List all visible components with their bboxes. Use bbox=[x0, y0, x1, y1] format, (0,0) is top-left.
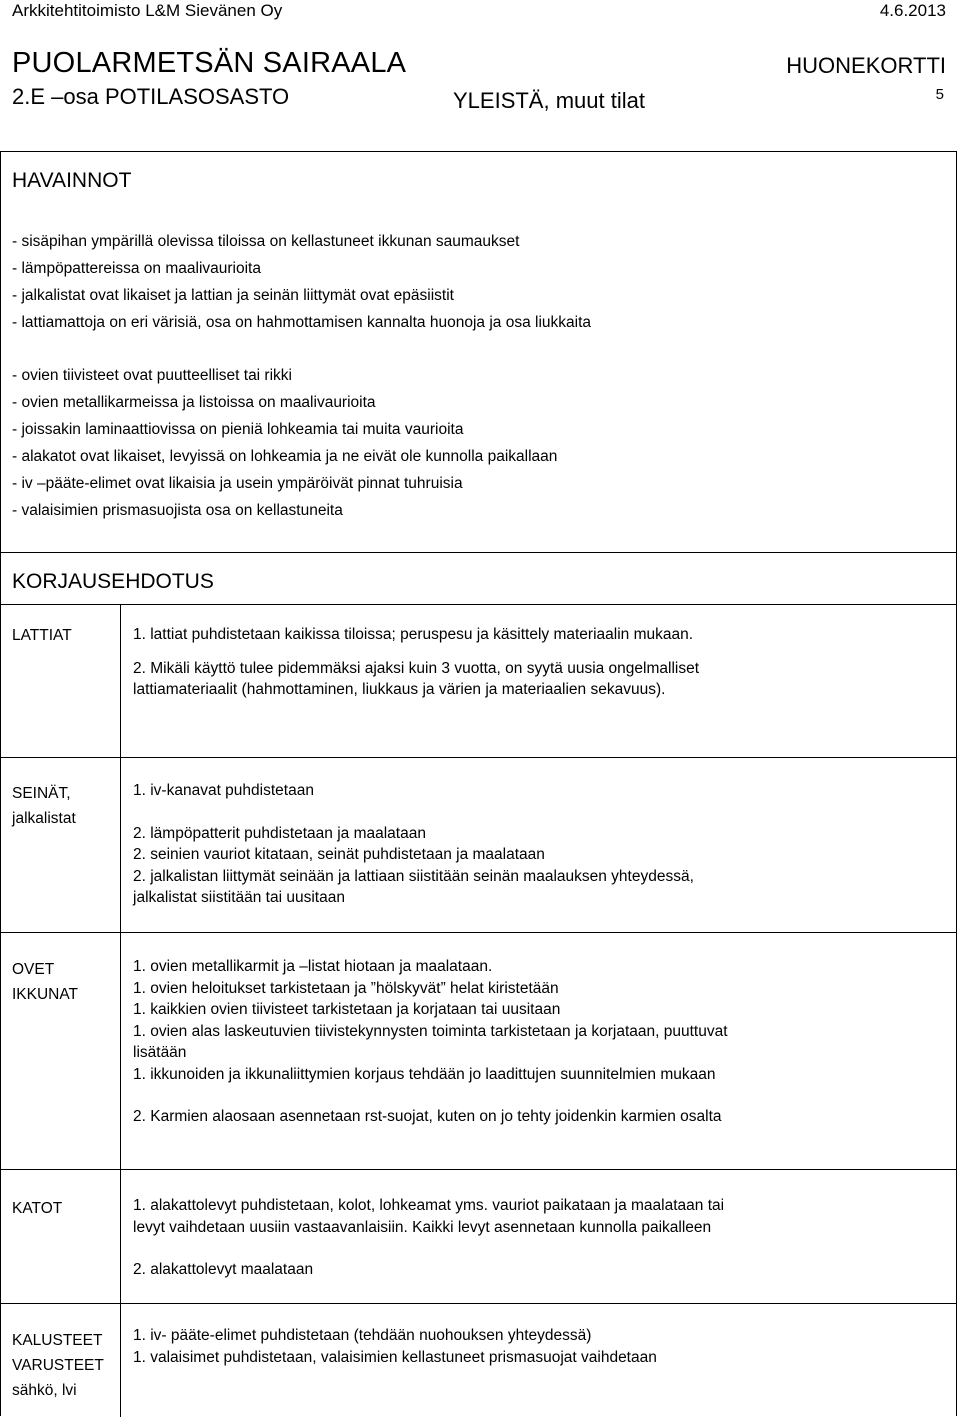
company-name: Arkkitehtitoimisto L&M Sievänen Oy bbox=[12, 1, 283, 20]
kalusteet-label bbox=[12, 1328, 104, 1403]
text-line: 2. seinien vauriot kitataan, seinät puhdistetaan ja maalataan bbox=[133, 846, 545, 863]
list-item: - iv –pääte-elimet ovat likaisia ja usein ympäröivät pinnat tuhruisia bbox=[12, 475, 463, 492]
ovet-text bbox=[133, 956, 728, 1128]
label-line: jalkalistat bbox=[12, 810, 76, 827]
project-title: PUOLARMETSÄN SAIRAALA bbox=[12, 47, 407, 79]
text-line: 1. ovien metallikarmit ja –listat hiotaan ja maalataan. bbox=[133, 958, 493, 975]
text-line: 2. jalkalistan liittymät seinään ja lattiaan siistitään seinän maalauksen yhteydessä, bbox=[133, 867, 694, 885]
list-item: - alakatot ovat likaiset, levyissä on lohkeamia ja ne eivät ole kunnolla paikallaan bbox=[12, 448, 558, 465]
divider bbox=[0, 552, 957, 553]
text-line: 1. iv- pääte-elimet puhdistetaan (tehdään nuohouksen yhteydessä) bbox=[133, 1327, 592, 1344]
havainnot-list-1 bbox=[12, 228, 591, 336]
table-row-divider bbox=[0, 1303, 957, 1304]
text-line: 2. alakattolevyt maalataan bbox=[133, 1261, 314, 1278]
text-line: 2. Karmien alaosaan asennetaan rst-suojat, kuten on jo tehty joidenkin karmien osalta bbox=[133, 1108, 722, 1125]
table-row-divider bbox=[0, 757, 957, 758]
ovet-label bbox=[12, 957, 78, 1007]
text-line: 1. valaisimet puhdistetaan, valaisimien kellastuneet prismasuojat vaihdetaan bbox=[133, 1348, 657, 1366]
text-line: 1. lattiat puhdistetaan kaikissa tiloissa; peruspesu ja käsittely materiaalin mukaan. bbox=[133, 626, 694, 643]
text-line: 2. lämpöpatterit puhdistetaan ja maalataan bbox=[133, 824, 426, 842]
page-number: 5 bbox=[935, 86, 944, 103]
list-item: - joissakin laminaattiovissa on pieniä lohkeamia tai muita vaurioita bbox=[12, 421, 464, 438]
section-title: YLEISTÄ, muut tilat bbox=[453, 88, 645, 113]
text-line: 1. iv-kanavat puhdistetaan bbox=[133, 782, 314, 799]
table-row-divider bbox=[0, 1169, 957, 1170]
table-divider bbox=[0, 604, 957, 605]
label-line: IKKUNAT bbox=[12, 986, 79, 1003]
katot-text bbox=[133, 1195, 724, 1281]
text-line: 2. Mikäli käyttö tulee pidemmäksi ajaksi kuin 3 vuotta, on syytä uusia ongelmalliset bbox=[133, 659, 700, 677]
text-line: 1. ikkunoiden ja ikkunaliittymien korjaus tehdään jo laadittujen suunnitelmien mukaan bbox=[133, 1065, 716, 1083]
text-line: lattiamateriaalit (hahmottaminen, liukkaus ja värien ja materiaalien sekavuus). bbox=[133, 681, 666, 698]
list-item: - ovien tiivisteet ovat puutteelliset tai rikki bbox=[12, 367, 292, 384]
card-title: HUONEKORTTI bbox=[786, 53, 946, 78]
label-line: SEINÄT, bbox=[12, 785, 71, 802]
text-line: 1. alakattolevyt puhdistetaan, kolot, lohkeamat yms. vauriot paikataan ja maalataan tai bbox=[133, 1197, 725, 1214]
kalusteet-text bbox=[133, 1325, 657, 1368]
label-line: OVET bbox=[12, 961, 55, 978]
text-line: levyt vaihdetaan uusiin vastaavanlaisiin. Kaikki levyt asennetaan kunnolla paikalleen bbox=[133, 1218, 712, 1236]
text-line: jalkalistat siistitään tai uusitaan bbox=[133, 889, 345, 906]
havainnot-heading: HAVAINNOT bbox=[12, 169, 132, 192]
subtitle: 2.E –osa POTILASOSASTO bbox=[12, 84, 290, 109]
document-date: 4.6.2013 bbox=[879, 1, 946, 20]
lattiat-text bbox=[133, 624, 699, 701]
havainnot-list-2 bbox=[12, 362, 557, 524]
label-line: VARUSTEET bbox=[12, 1357, 104, 1374]
list-item: - ovien metallikarmeissa ja listoissa on maalivaurioita bbox=[12, 394, 376, 411]
list-item: - sisäpihan ympärillä olevissa tiloissa on kellastuneet ikkunan saumaukset bbox=[12, 233, 520, 250]
seinat-text bbox=[133, 780, 694, 909]
label-line: KALUSTEET bbox=[12, 1332, 103, 1349]
katot-label: KATOT bbox=[12, 1200, 63, 1217]
text-line: 1. ovien alas laskeutuvien tiivistekynnysten toiminta tarkistetaan ja korjataan, puuttuvat bbox=[133, 1022, 728, 1040]
table-row-divider bbox=[0, 932, 957, 933]
seinat-label bbox=[12, 781, 76, 831]
list-item: - valaisimien prismasuojista osa on kellastuneita bbox=[12, 502, 343, 519]
text-line: 1. ovien heloitukset tarkistetaan ja ”hölskyvät” helat kiristetään bbox=[133, 979, 559, 997]
list-item: - jalkalistat ovat likaiset ja lattian ja seinän liittymät ovat epäsiistit bbox=[12, 287, 454, 304]
list-item: - lämpöpattereissa on maalivaurioita bbox=[12, 260, 261, 277]
lattiat-label: LATTIAT bbox=[12, 627, 72, 644]
table-column-divider bbox=[120, 604, 121, 1417]
korjausehdotus-heading: KORJAUSEHDOTUS bbox=[12, 570, 214, 593]
label-line: sähkö, lvi bbox=[12, 1382, 77, 1399]
text-line: 1. kaikkien ovien tiivisteet tarkistetaan ja korjataan tai uusitaan bbox=[133, 1001, 561, 1018]
list-item: - lattiamattoja on eri värisiä, osa on hahmottamisen kannalta huonoja ja osa liukkaita bbox=[12, 314, 591, 331]
text-line: lisätään bbox=[133, 1044, 187, 1061]
